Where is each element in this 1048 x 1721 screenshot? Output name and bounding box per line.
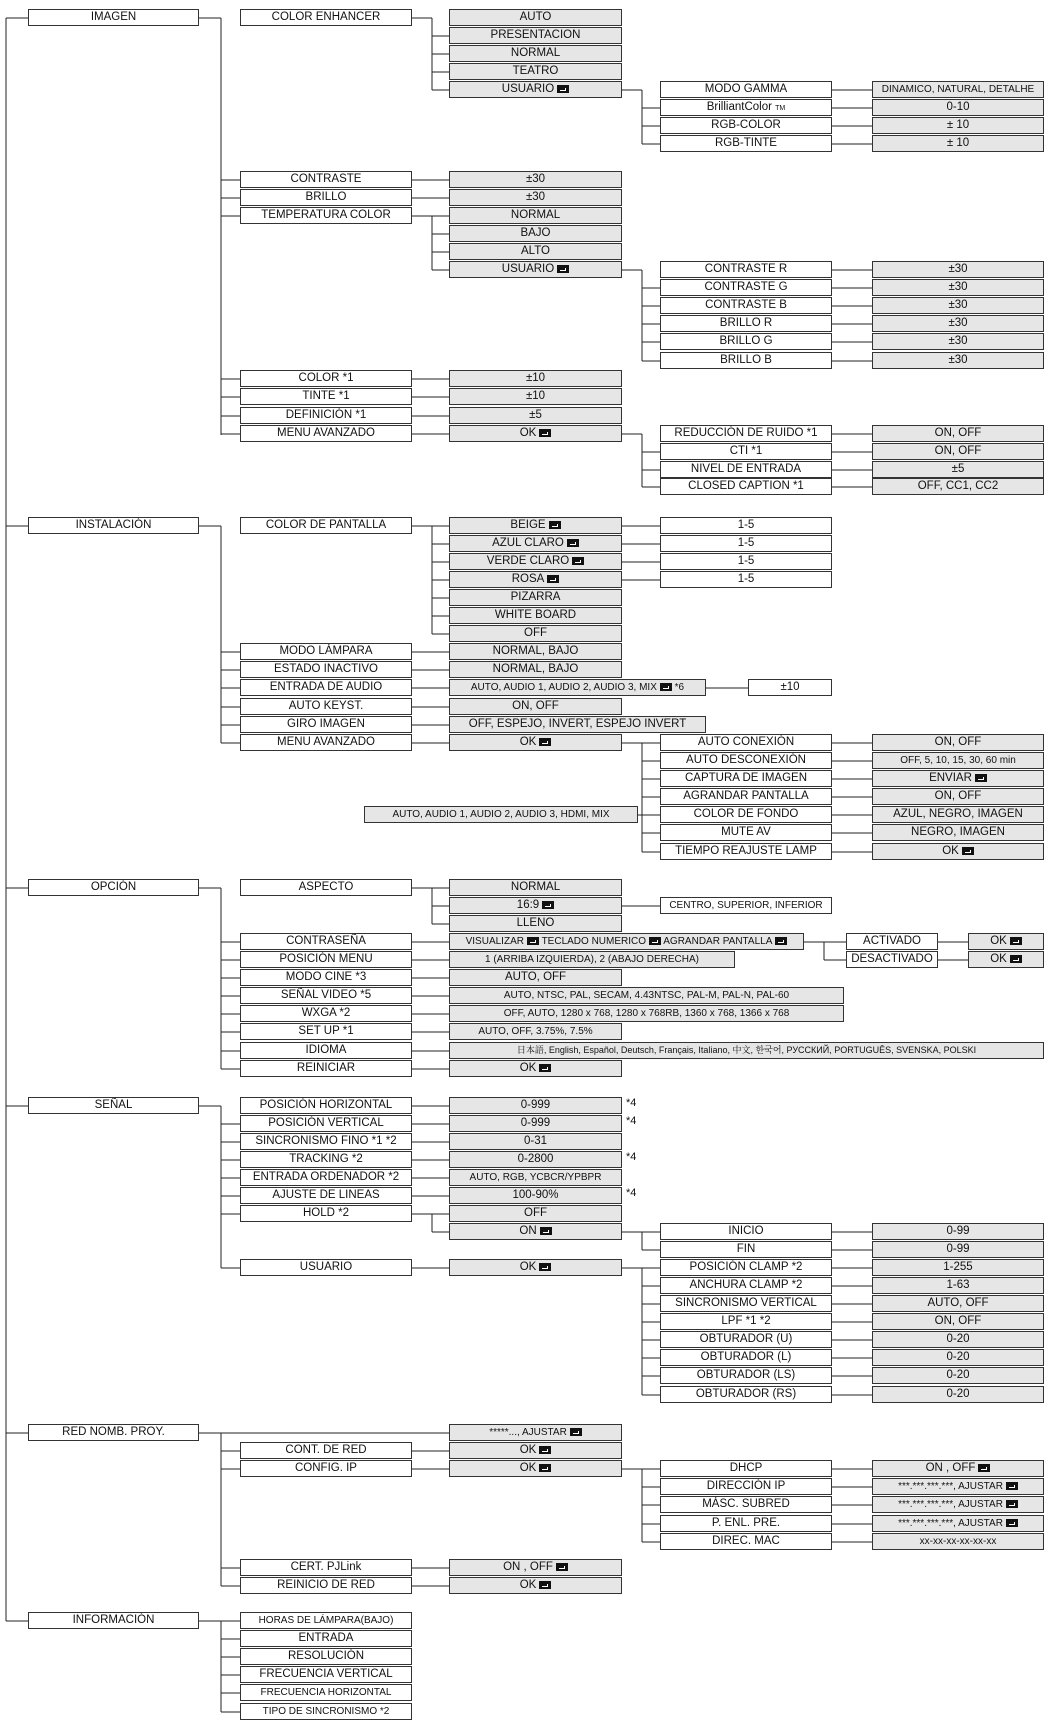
reiniciar-node: REINICIAR [240, 1060, 412, 1077]
senal-usuario-value: OK [449, 1259, 622, 1276]
contrasena-node: CONTRASEÑA [240, 933, 412, 950]
rgb-tinte-node: RGB-TINTE [660, 135, 832, 152]
menu-red: RED NOMB. PROY. [28, 1424, 199, 1441]
direccion-ip-value: ***.***.***.***, AJUSTAR [872, 1478, 1044, 1495]
contraste-b-node: CONTRASTE B [660, 297, 832, 314]
pantalla-off: OFF [449, 625, 622, 642]
sincronismo-vertical-value: AUTO, OFF [872, 1295, 1044, 1312]
imagen-menu-avanzado-node: MENU AVANZADO [240, 425, 412, 442]
direccion-ip-node: DIRECCIÓN IP [660, 1478, 832, 1495]
agrandar-pantalla-node: AGRANDAR PANTALLA [660, 788, 832, 805]
reinicio-red-node: REINICIO DE RED [240, 1577, 412, 1594]
tracking-node: TRACKING *2 [240, 1151, 412, 1168]
posicion-menu-value: 1 (ARRIBA IZQUIERDA), 2 (ABAJO DERECHA) [449, 951, 735, 968]
inicio-value: 0-99 [872, 1223, 1044, 1240]
nivel-entrada-node: NIVEL DE ENTRADA [660, 461, 832, 478]
anchura-clamp-node: ANCHURA CLAMP *2 [660, 1277, 832, 1294]
red-nombre-value: *****..., AJUSTAR [449, 1424, 622, 1441]
info-horas-lampara: HORAS DE LÁMPARA(BAJO) [240, 1612, 412, 1629]
info-resolucion: RESOLUCIÓN [240, 1648, 412, 1665]
enter-icon [539, 738, 551, 746]
contraste-r-value: ±30 [872, 261, 1044, 278]
ajuste-lineas-node: AJUSTE DE LINEAS [240, 1187, 412, 1204]
contrasena-value: VISUALIZAR TECLADO NUMERICO AGRANDAR PANTALLA [449, 933, 804, 950]
contraste-b-value: ±30 [872, 297, 1044, 314]
fin-node: FIN [660, 1241, 832, 1258]
captura-imagen-node: CAPTURA DE IMAGEN [660, 770, 832, 787]
modo-cine-node: MODO CINE *3 [240, 969, 412, 986]
enter-icon [539, 429, 551, 437]
entrada-ordenador-value: AUTO, RGB, YCBCR/YPBPR [449, 1169, 622, 1186]
cont-red-value: OK [449, 1442, 622, 1459]
cti-node: CTI *1 [660, 443, 832, 460]
closed-caption-node: CLOSED CAPTION *1 [660, 478, 832, 495]
color-fondo-node: COLOR DE FONDO [660, 806, 832, 823]
enter-icon [567, 539, 579, 547]
aspecto-normal: NORMAL [449, 879, 622, 896]
enter-icon [547, 575, 559, 583]
instalacion-menu-avanzado-value: OK [449, 734, 622, 751]
cont-red-node: CONT. DE RED [240, 1442, 412, 1459]
entrada-audio-value: AUTO, AUDIO 1, AUDIO 2, AUDIO 3, MIX *6 [449, 679, 706, 696]
auto-conexion-inputs: AUTO, AUDIO 1, AUDIO 2, AUDIO 3, HDMI, MIX [364, 806, 638, 823]
direc-mac-node: DIREC. MAC [660, 1533, 832, 1550]
auto-keyst-value: ON, OFF [449, 698, 622, 715]
enter-icon [975, 774, 987, 782]
posicion-horizontal-value: 0-999 [449, 1097, 622, 1114]
temperatura-usuario: USUARIO [449, 261, 622, 278]
enter-icon [1006, 1500, 1018, 1508]
color-enhancer-presentacion: PRESENTACION [449, 27, 622, 44]
posicion-vertical-note: *4 [626, 1115, 637, 1127]
temperatura-bajo: BAJO [449, 225, 622, 242]
modo-lampara-value: NORMAL, BAJO [449, 643, 622, 660]
masc-subred-node: MÁSC. SUBRED [660, 1496, 832, 1513]
brillo-b-node: BRILLO B [660, 352, 832, 369]
lpf-node: LPF *1 *2 [660, 1313, 832, 1330]
enter-icon [660, 683, 672, 691]
reiniciar-value: OK [449, 1060, 622, 1077]
auto-conexion-node: AUTO CONEXIÓN [660, 734, 832, 751]
info-frecuencia-vertical: FRECUENCIA VERTICAL [240, 1666, 412, 1683]
imagen-menu-avanzado-value: OK [449, 425, 622, 442]
enter-icon [542, 901, 554, 909]
auto-conexion-value: ON, OFF [872, 734, 1044, 751]
tinte-value: ±10 [449, 388, 622, 405]
color-pantalla-node: COLOR DE PANTALLA [240, 517, 412, 534]
nivel-entrada-value: ±5 [872, 461, 1044, 478]
set-up-value: AUTO, OFF, 3.75%, 7.5% [449, 1023, 622, 1040]
brillo-r-node: BRILLO R [660, 315, 832, 332]
hold-off: OFF [449, 1205, 622, 1222]
senal-usuario-node: USUARIO [240, 1259, 412, 1276]
cert-pjlink-value: ON , OFF [449, 1559, 622, 1576]
captura-imagen-value: ENVIAR [872, 770, 1044, 787]
obturador-u-value: 0-20 [872, 1331, 1044, 1348]
brillo-node: BRILLO [240, 189, 412, 206]
audio-mix-value: ±10 [748, 679, 832, 696]
enter-icon [1006, 1519, 1018, 1527]
anchura-clamp-value: 1-63 [872, 1277, 1044, 1294]
p-enl-pre-value: ***.***.***.***, AJUSTAR [872, 1515, 1044, 1532]
brillo-value: ±30 [449, 189, 622, 206]
enter-icon [549, 521, 561, 529]
dhcp-node: DHCP [660, 1460, 832, 1477]
info-entrada: ENTRADA [240, 1630, 412, 1647]
brillo-r-value: ±30 [872, 315, 1044, 332]
enter-icon [570, 1428, 582, 1436]
rgb-color-value: ± 10 [872, 117, 1044, 134]
azul-claro-level: 1-5 [660, 535, 832, 552]
enter-icon [649, 937, 661, 945]
color-fondo-value: AZUL, NEGRO, IMAGEN [872, 806, 1044, 823]
enter-icon [540, 1227, 552, 1235]
contraste-value: ±30 [449, 171, 622, 188]
enter-icon [775, 937, 787, 945]
obturador-u-node: OBTURADOR (U) [660, 1331, 832, 1348]
temperatura-color-node: TEMPERATURA COLOR [240, 207, 412, 224]
rgb-color-node: RGB-COLOR [660, 117, 832, 134]
enter-icon [539, 1263, 551, 1271]
brillo-g-value: ±30 [872, 333, 1044, 350]
sincronismo-fino-value: 0-31 [449, 1133, 622, 1150]
color-enhancer-node: COLOR ENHANCER [240, 9, 412, 26]
fin-value: 0-99 [872, 1241, 1044, 1258]
pantalla-verde-claro: VERDE CLARO [449, 553, 622, 570]
menu-instalacion: INSTALACIÓN [28, 517, 199, 534]
enter-icon [527, 937, 539, 945]
modo-lampara-node: MODO LÁMPARA [240, 643, 412, 660]
enter-icon [572, 557, 584, 565]
posicion-vertical-value: 0-999 [449, 1115, 622, 1132]
sincronismo-vertical-node: SINCRONISMO VERTICAL [660, 1295, 832, 1312]
enter-icon [962, 847, 974, 855]
menu-senal: SEÑAL [28, 1097, 199, 1114]
pantalla-azul-claro: AZUL CLARO [449, 535, 622, 552]
posicion-horizontal-node: POSICIÓN HORIZONTAL [240, 1097, 412, 1114]
dhcp-value: ON , OFF [872, 1460, 1044, 1477]
definicion-value: ±5 [449, 407, 622, 424]
pantalla-pizarra: PIZARRA [449, 589, 622, 606]
obturador-rs-node: OBTURADOR (RS) [660, 1386, 832, 1403]
color-value: ±10 [449, 370, 622, 387]
cti-value: ON, OFF [872, 443, 1044, 460]
direc-mac-value: xx-xx-xx-xx-xx-xx [872, 1533, 1044, 1550]
modo-cine-value: AUTO, OFF [449, 969, 622, 986]
entrada-audio-node: ENTRADA DE AUDIO [240, 679, 412, 696]
tracking-note: *4 [626, 1151, 637, 1163]
aspecto-node: ASPECTO [240, 879, 412, 896]
reduccion-ruido-node: REDUCCIÓN DE RUIDO *1 [660, 425, 832, 442]
mute-av-node: MUTE AV [660, 824, 832, 841]
instalacion-menu-avanzado-node: MENU AVANZADO [240, 734, 412, 751]
desactivado-ok: OK [968, 951, 1044, 968]
hold-node: HOLD *2 [240, 1205, 412, 1222]
activado-ok: OK [968, 933, 1044, 950]
auto-keyst-node: AUTO KEYST. [240, 698, 412, 715]
color-node: COLOR *1 [240, 370, 412, 387]
enter-icon [1006, 1482, 1018, 1490]
brilliantcolor-node: BrilliantColor TM [660, 99, 832, 116]
enter-icon [539, 1446, 551, 1454]
idioma-value: 日本語, English, Español, Deutsch, Français, Italiano, 中文, 한국어, РУССКИЙ, PORTUGUÊS, SVENSKA, POLSKI [449, 1042, 1044, 1059]
lpf-value: ON, OFF [872, 1313, 1044, 1330]
giro-imagen-value: OFF, ESPEJO, INVERT, ESPEJO INVERT [449, 716, 706, 733]
mute-av-value: NEGRO, IMAGEN [872, 824, 1044, 841]
giro-imagen-node: GIRO IMAGEN [240, 716, 412, 733]
wxga-node: WXGA *2 [240, 1005, 412, 1022]
auto-desconexion-value: OFF, 5, 10, 15, 30, 60 min [872, 752, 1044, 769]
p-enl-pre-node: P. ENL. PRE. [660, 1515, 832, 1532]
color-enhancer-auto: AUTO [449, 9, 622, 26]
rosa-level: 1-5 [660, 571, 832, 588]
aspecto-lleno: LLENO [449, 915, 622, 932]
obturador-l-value: 0-20 [872, 1349, 1044, 1366]
rgb-tinte-value: ± 10 [872, 135, 1044, 152]
color-enhancer-usuario: USUARIO [449, 81, 622, 98]
enter-icon [539, 1581, 551, 1589]
modo-gamma-node: MODO GAMMA [660, 81, 832, 98]
senal-video-value: AUTO, NTSC, PAL, SECAM, 4.43NTSC, PAL-M, PAL-N, PAL-60 [449, 987, 844, 1004]
cert-pjlink-node: CERT. PJLink [240, 1559, 412, 1576]
contrasena-desactivado: DESACTIVADO [846, 951, 938, 968]
config-ip-node: CONFIG. IP [240, 1460, 412, 1477]
wxga-value: OFF, AUTO, 1280 x 768, 1280 x 768RB, 1360 x 768, 1366 x 768 [449, 1005, 844, 1022]
info-tipo-sincronismo: TIPO DE SINCRONISMO *2 [240, 1703, 412, 1720]
auto-desconexion-node: AUTO DESCONEXIÓN [660, 752, 832, 769]
obturador-ls-value: 0-20 [872, 1367, 1044, 1384]
posicion-menu-node: POSICIÓN MENU [240, 951, 412, 968]
color-enhancer-normal: NORMAL [449, 45, 622, 62]
enter-icon [539, 1464, 551, 1472]
modo-gamma-value: DINAMICO, NATURAL, DETALHE [872, 81, 1044, 98]
closed-caption-value: OFF, CC1, CC2 [872, 478, 1044, 495]
enter-icon [1010, 955, 1022, 963]
ajuste-lineas-value: 100-90% [449, 1187, 622, 1204]
senal-video-node: SEÑAL VIDEO *5 [240, 987, 412, 1004]
enter-icon [557, 265, 569, 273]
obturador-rs-value: 0-20 [872, 1386, 1044, 1403]
set-up-node: SET UP *1 [240, 1023, 412, 1040]
ajuste-lineas-note: *4 [626, 1187, 637, 1199]
brilliantcolor-value: 0-10 [872, 99, 1044, 116]
aspecto-16-9: 16:9 [449, 897, 622, 914]
info-frecuencia-horizontal: FRECUENCIA HORIZONTAL [240, 1684, 412, 1701]
color-enhancer-teatro: TEATRO [449, 63, 622, 80]
temperatura-normal: NORMAL [449, 207, 622, 224]
tinte-node: TINTE *1 [240, 388, 412, 405]
tiempo-reajuste-value: OK [872, 843, 1044, 860]
contraste-g-value: ±30 [872, 279, 1044, 296]
menu-imagen: IMAGEN [28, 9, 199, 26]
menu-informacion: INFORMACIÓN [28, 1612, 199, 1629]
brillo-g-node: BRILLO G [660, 333, 832, 350]
posicion-clamp-node: POSICIÓN CLAMP *2 [660, 1259, 832, 1276]
menu-opcion: OPCIÓN [28, 879, 199, 896]
pantalla-rosa: ROSA [449, 571, 622, 588]
masc-subred-value: ***.***.***.***, AJUSTAR [872, 1496, 1044, 1513]
enter-icon [556, 1563, 568, 1571]
reduccion-ruido-value: ON, OFF [872, 425, 1044, 442]
obturador-l-node: OBTURADOR (L) [660, 1349, 832, 1366]
contrasena-activado: ACTIVADO [846, 933, 938, 950]
definicion-node: DEFINICIÓN *1 [240, 407, 412, 424]
pantalla-beige: BEIGE [449, 517, 622, 534]
config-ip-value: OK [449, 1460, 622, 1477]
pantalla-white-board: WHITE BOARD [449, 607, 622, 624]
aspecto-position: CENTRO, SUPERIOR, INFERIOR [660, 897, 832, 914]
idioma-node: IDIOMA [240, 1042, 412, 1059]
posicion-horizontal-note: *4 [626, 1097, 637, 1109]
temperatura-alto: ALTO [449, 243, 622, 260]
estado-inactivo-node: ESTADO INACTIVO [240, 661, 412, 678]
inicio-node: INICIO [660, 1223, 832, 1240]
reinicio-red-value: OK [449, 1577, 622, 1594]
enter-icon [1010, 937, 1022, 945]
enter-icon [978, 1464, 990, 1472]
contraste-node: CONTRASTE [240, 171, 412, 188]
tracking-value: 0-2800 [449, 1151, 622, 1168]
enter-icon [539, 1064, 551, 1072]
brillo-b-value: ±30 [872, 352, 1044, 369]
beige-level: 1-5 [660, 517, 832, 534]
enter-icon [557, 85, 569, 93]
hold-on: ON [449, 1223, 622, 1240]
sincronismo-fino-node: SINCRONISMO FINO *1 *2 [240, 1133, 412, 1150]
posicion-vertical-node: POSICIÓN VERTICAL [240, 1115, 412, 1132]
contraste-r-node: CONTRASTE R [660, 261, 832, 278]
tiempo-reajuste-node: TIEMPO REAJUSTE LAMP [660, 843, 832, 860]
contraste-g-node: CONTRASTE G [660, 279, 832, 296]
verde-claro-level: 1-5 [660, 553, 832, 570]
posicion-clamp-value: 1-255 [872, 1259, 1044, 1276]
agrandar-pantalla-value: ON, OFF [872, 788, 1044, 805]
obturador-ls-node: OBTURADOR (LS) [660, 1367, 832, 1384]
estado-inactivo-value: NORMAL, BAJO [449, 661, 622, 678]
entrada-ordenador-node: ENTRADA ORDENADOR *2 [240, 1169, 412, 1186]
